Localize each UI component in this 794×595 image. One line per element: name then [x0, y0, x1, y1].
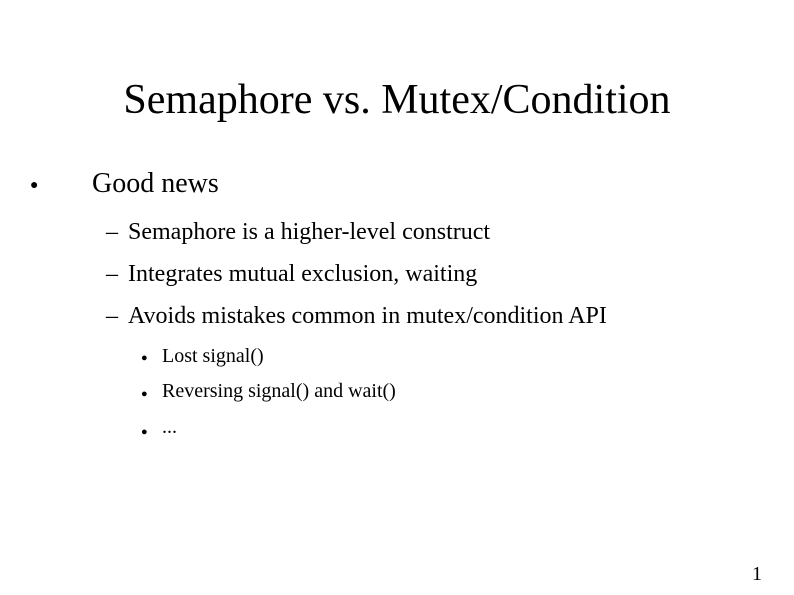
- sub-bullet-avoids-mistakes: Avoids mistakes common in mutex/condition API: [128, 303, 607, 329]
- dash-icon: –: [106, 303, 118, 329]
- sub-sub-bullet-reversing: Reversing signal() and wait(): [162, 380, 396, 402]
- sub-bullet-higher-level: Semaphore is a higher-level construct: [128, 219, 491, 245]
- sub-sub-bullet-lost-signal: Lost signal(): [162, 345, 264, 367]
- sub-sub-bullet-ellipsis: ...: [162, 416, 177, 438]
- small-bullet-icon: ●: [141, 426, 148, 438]
- sub-bullet-integrates: Integrates mutual exclusion, waiting: [128, 261, 478, 287]
- dash-icon: –: [106, 219, 118, 245]
- bullet-good-news: Good news: [92, 168, 219, 199]
- bullet-icon: ●: [30, 178, 39, 193]
- small-bullet-icon: ●: [141, 388, 148, 400]
- dash-icon: –: [106, 261, 118, 287]
- slide-title: Semaphore vs. Mutex/Condition: [123, 77, 671, 123]
- small-bullet-icon: ●: [141, 352, 148, 364]
- page-number: 1: [752, 563, 762, 585]
